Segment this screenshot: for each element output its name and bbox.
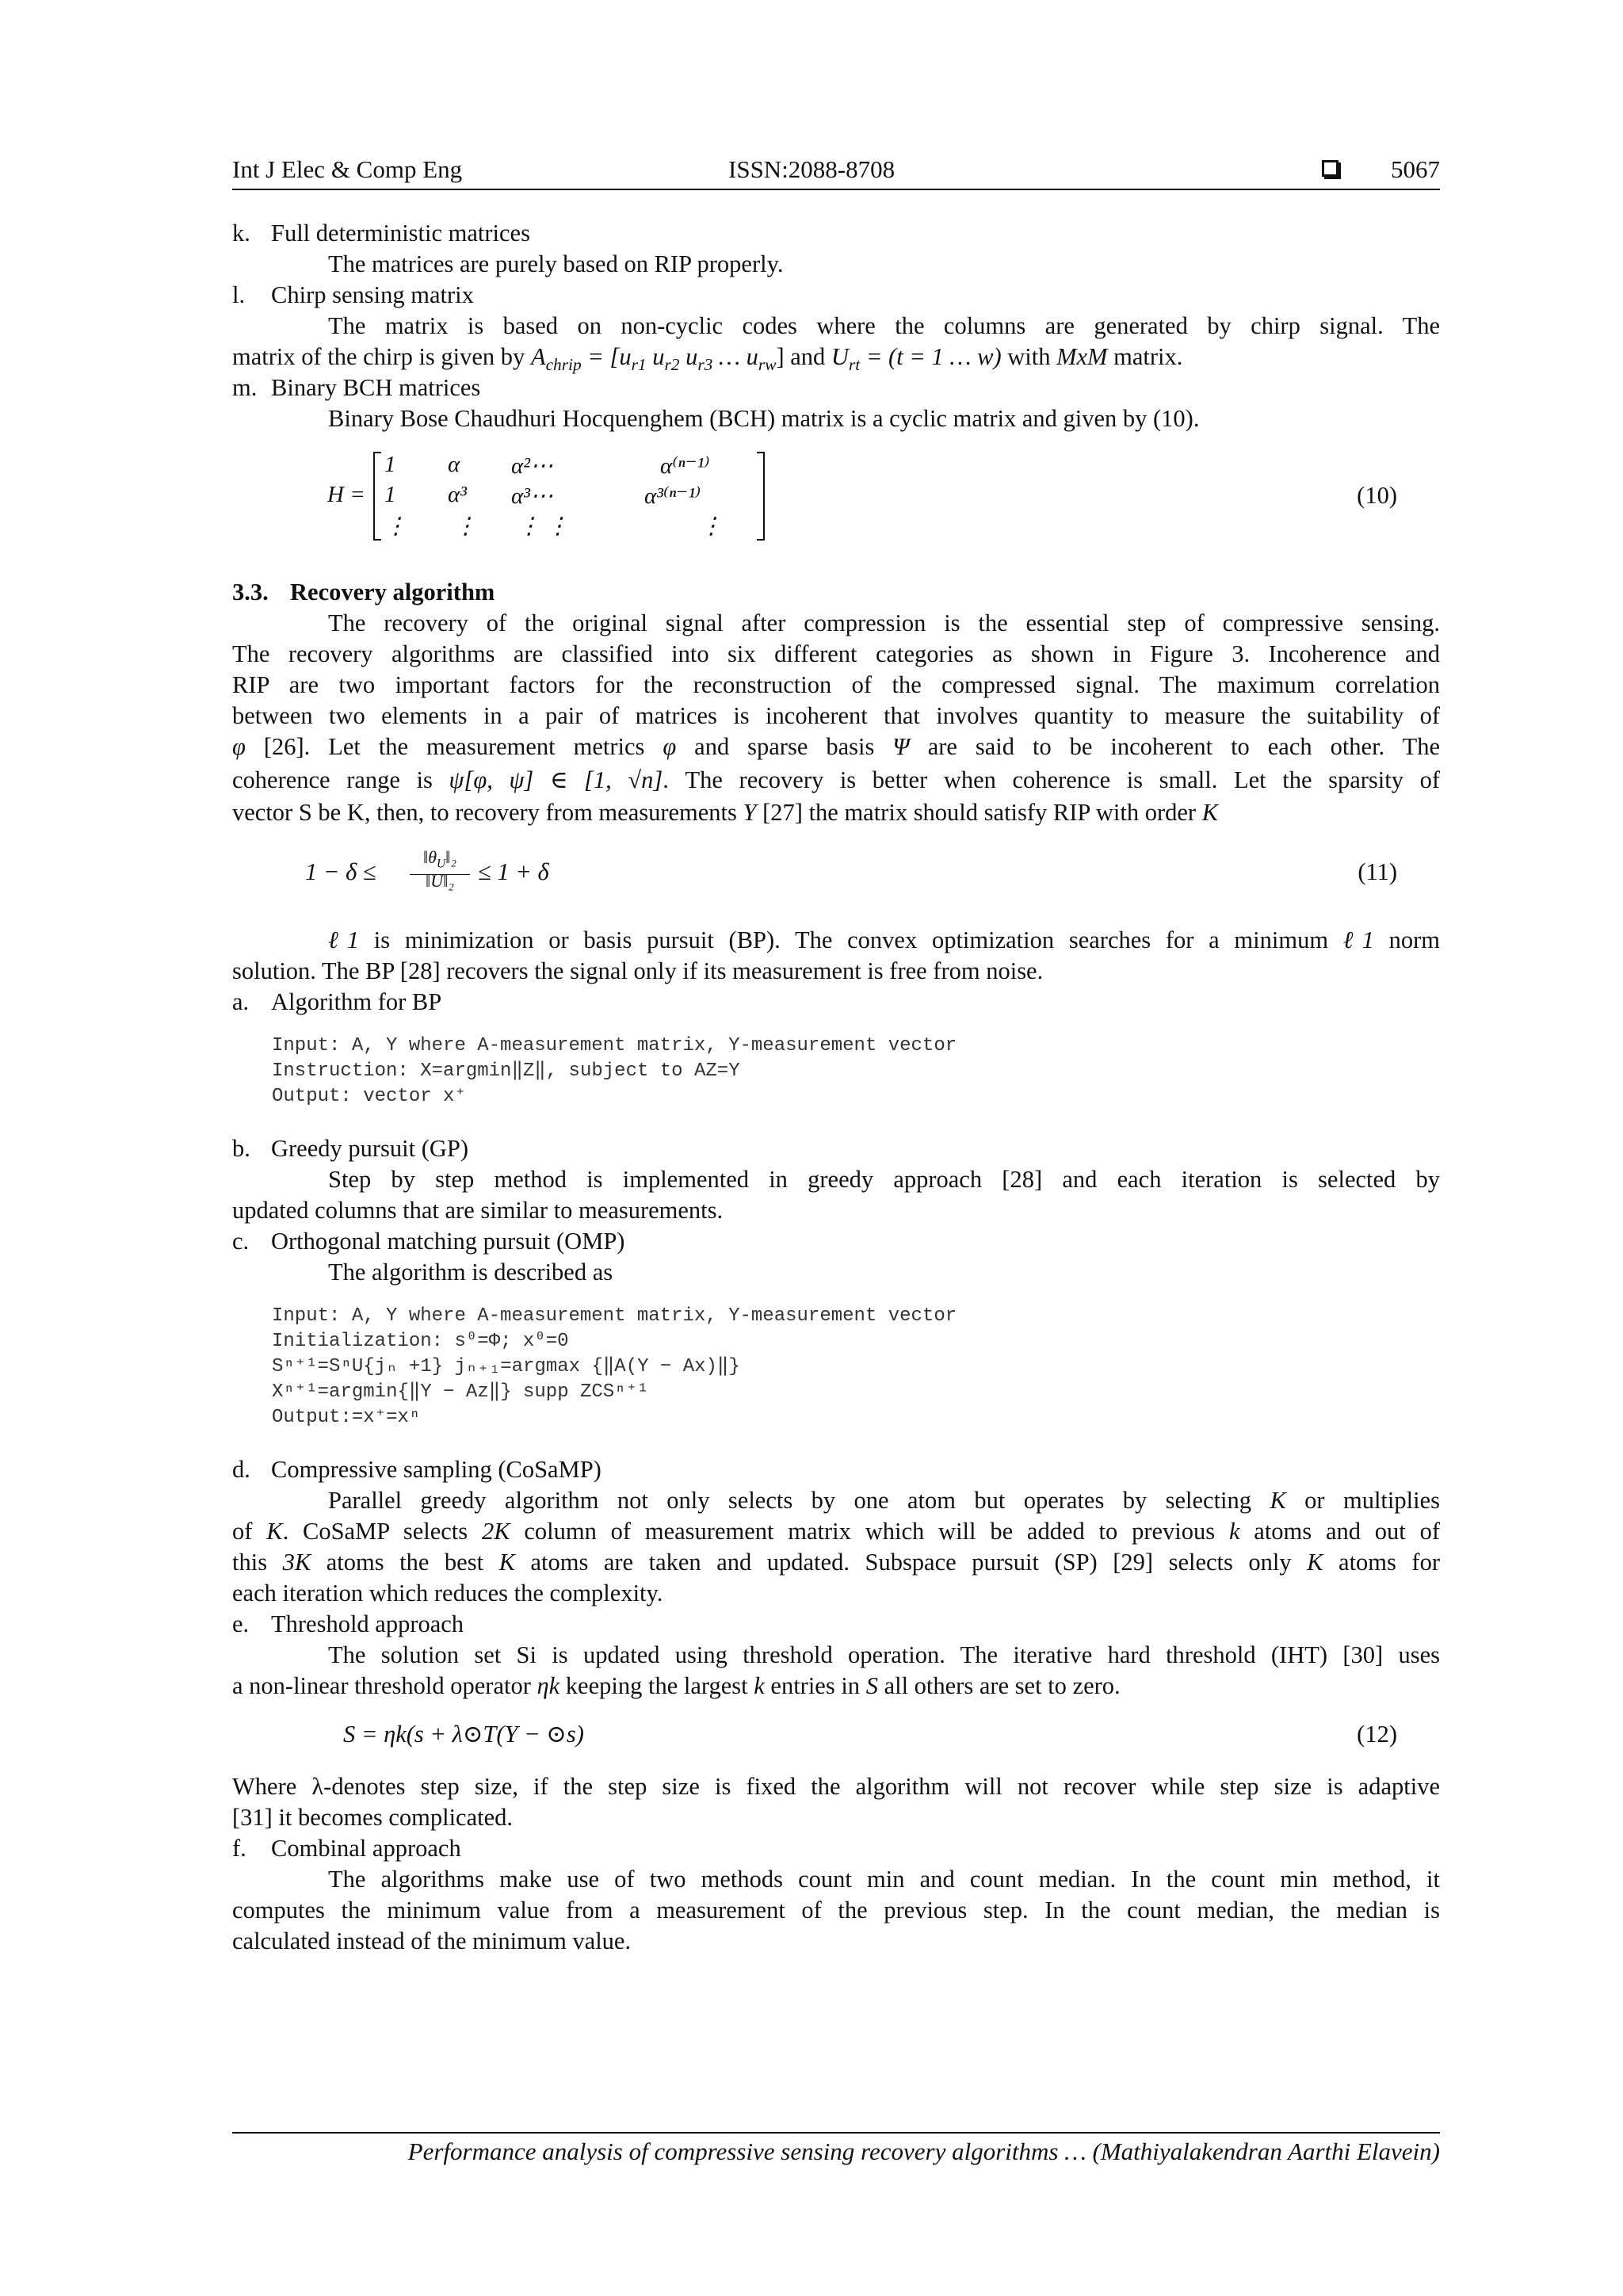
equation-12: S = ηk(s + λ⊙T(Y − ⊙s) (12) (343, 1721, 1397, 1748)
page-number: 5067 (1391, 155, 1440, 183)
code-line: Input: A, Y where A-measurement matrix, Y-measurement vector (272, 1035, 957, 1056)
paragraph-line: updated columns that are similar to measurements. (232, 1197, 724, 1224)
paragraph: The matrices are purely based on RIP properly. (328, 250, 784, 277)
list-item-a: a. Algorithm for BP (232, 988, 442, 1015)
list-item-e: e. Threshold approach (232, 1610, 464, 1637)
running-footer: Performance analysis of compressive sensing recovery algorithms … (Mathiyalakendran Aarthi Elavein) (407, 2137, 1440, 2165)
equation-number: (11) (1358, 858, 1397, 885)
code-line: Output: vector x⁺ (272, 1086, 466, 1107)
paragraph-line: RIP are two important factors for the reconstruction of the compressed signal. The maximum correlation (232, 671, 1440, 698)
square-icon (1322, 160, 1338, 177)
journal-name: Int J Elec & Comp Eng (232, 155, 463, 183)
list-item-c: c. Orthogonal matching pursuit (OMP) (232, 1228, 625, 1255)
running-header (232, 155, 1440, 189)
list-item-m: m. Binary BCH matrices (232, 374, 481, 401)
paragraph-line: The solution set Si is updated using threshold operation. The iterative hard threshold (IHT) [30] uses (328, 1641, 1440, 1668)
code-line: Initialization: s⁰=Φ; x⁰=0 (272, 1331, 569, 1352)
paragraph-line: ℓ1 is minimization or basis pursuit (BP). The convex optimization searches for a minimum ℓ1 norm (328, 926, 1440, 953)
paragraph-line: a non-linear threshold operator ηk keeping the largest k entries in S all others are set to zero. (232, 1672, 1121, 1699)
header-rule (232, 189, 1440, 190)
paragraph-line: Step by step method is implemented in greedy approach [28] and each iteration is selected by (328, 1166, 1440, 1193)
paragraph-line: computes the minimum value from a measurement of the previous step. In the count median, the median is (232, 1897, 1440, 1924)
list-item-k: k. Full deterministic matrices (232, 220, 530, 246)
list-item-l: l. Chirp sensing matrix (232, 281, 474, 308)
equation-11: 1 − δ ≤ $‖\theta_U‖_2$ ‖U‖₂ ≤ 1 + δ (11) (305, 847, 1397, 891)
paragraph-line: φ [26]. Let the measurement metrics φ and sparse basis Ψ are said to be incoherent to each other. The (232, 733, 1441, 760)
code-line: Xⁿ⁺¹=argmin{‖Y − Az‖} supp ZCSⁿ⁺¹ (272, 1381, 649, 1403)
paragraph-line: vector S be K, then, to recovery from measurements Y [27] the matrix should satisfy RIP with order K (232, 799, 1219, 826)
paragraph-line: this 3K atoms the best K atoms are taken and updated. Subspace pursuit (SP) [29] selects only K atoms for (232, 1549, 1440, 1576)
paragraph-line: The recovery of the original signal after compression is the essential step of compressive sensing. (328, 609, 1440, 636)
code-line: Instruction: X=argmin‖Z‖, subject to AZ=Y (272, 1060, 740, 1082)
footer-rule (232, 2132, 1440, 2134)
equation-number: (12) (1357, 1721, 1397, 1748)
paragraph-line: solution. The BP [28] recovers the signal only if its measurement is free from noise. (232, 957, 1044, 984)
paragraph-line: matrix of the chirp is given by $A_{chrip} = [u_{r1}$ $u_{r2}$ $u_{r3}$ … $u_{rw}$] and $U_{rt} = (t = 1$ … w) with MxM matrix. (232, 343, 1183, 375)
equation-number: (10) (1357, 482, 1397, 509)
paragraph: The matrix is based on non-cyclic codes where the columns are generated by chirp signal. The (328, 312, 1440, 339)
paragraph-line: calculated instead of the minimum value. (232, 1927, 632, 1954)
paragraph-line: Parallel greedy algorithm not only selects by one atom but operates by selecting K or multiplies (328, 1487, 1440, 1514)
paragraph-line: [31] it becomes complicated. (232, 1804, 514, 1831)
list-item-d: d. Compressive sampling (CoSaMP) (232, 1456, 601, 1483)
issn: ISSN:2088-8708 (728, 155, 896, 183)
body-text (232, 218, 1440, 1957)
paragraph-line: Where λ-denotes step size, if the step size is fixed the algorithm will not recover while step size is adaptive (232, 1773, 1440, 1800)
paragraph-line: each iteration which reduces the complexity. (232, 1580, 663, 1606)
paragraph-line: coherence range is ψ[φ, ψ] ∈ [1, √n]. The recovery is better when coherence is small. Let the sparsity of (232, 766, 1441, 793)
code-line: Input: A, Y where A-measurement matrix, Y-measurement vector (272, 1305, 957, 1327)
list-item-b: b. Greedy pursuit (GP) (232, 1135, 469, 1162)
code-line: Output:=x⁺=xⁿ (272, 1407, 421, 1428)
paragraph-line: of K. CoSaMP selects 2K column of measurement matrix which will be added to previous k atoms and out of (232, 1518, 1440, 1545)
paragraph: Binary Bose Chaudhuri Hocquenghem (BCH) matrix is a cyclic matrix and given by (10). (328, 405, 1200, 432)
paragraph-line: The recovery algorithms are classified into six different categories as shown in Figure 3. Incoherence and (232, 640, 1440, 667)
equation-10: H = 1 α α²⋯ α⁽ⁿ⁻¹⁾ 1 α³ α³⋯ α³⁽ⁿ⁻¹⁾ ⋮ ⋮ ⋮ ⋮ ⋮ (10) (327, 452, 1397, 539)
paragraph-line: The algorithms make use of two methods count min and count median. In the count min method, it (328, 1866, 1440, 1893)
list-item-f: f. Combinal approach (232, 1835, 461, 1862)
paragraph-line: between two elements in a pair of matrices is incoherent that involves quantity to measure the suitability of (232, 702, 1440, 729)
code-line: Sⁿ⁺¹=SⁿU{jₙ +1} jₙ₊₁=argmax {‖A(Y − Ax)‖} (272, 1356, 740, 1377)
paragraph: The algorithm is described as (328, 1259, 613, 1286)
section-heading: 3.3. Recovery algorithm (232, 579, 495, 606)
